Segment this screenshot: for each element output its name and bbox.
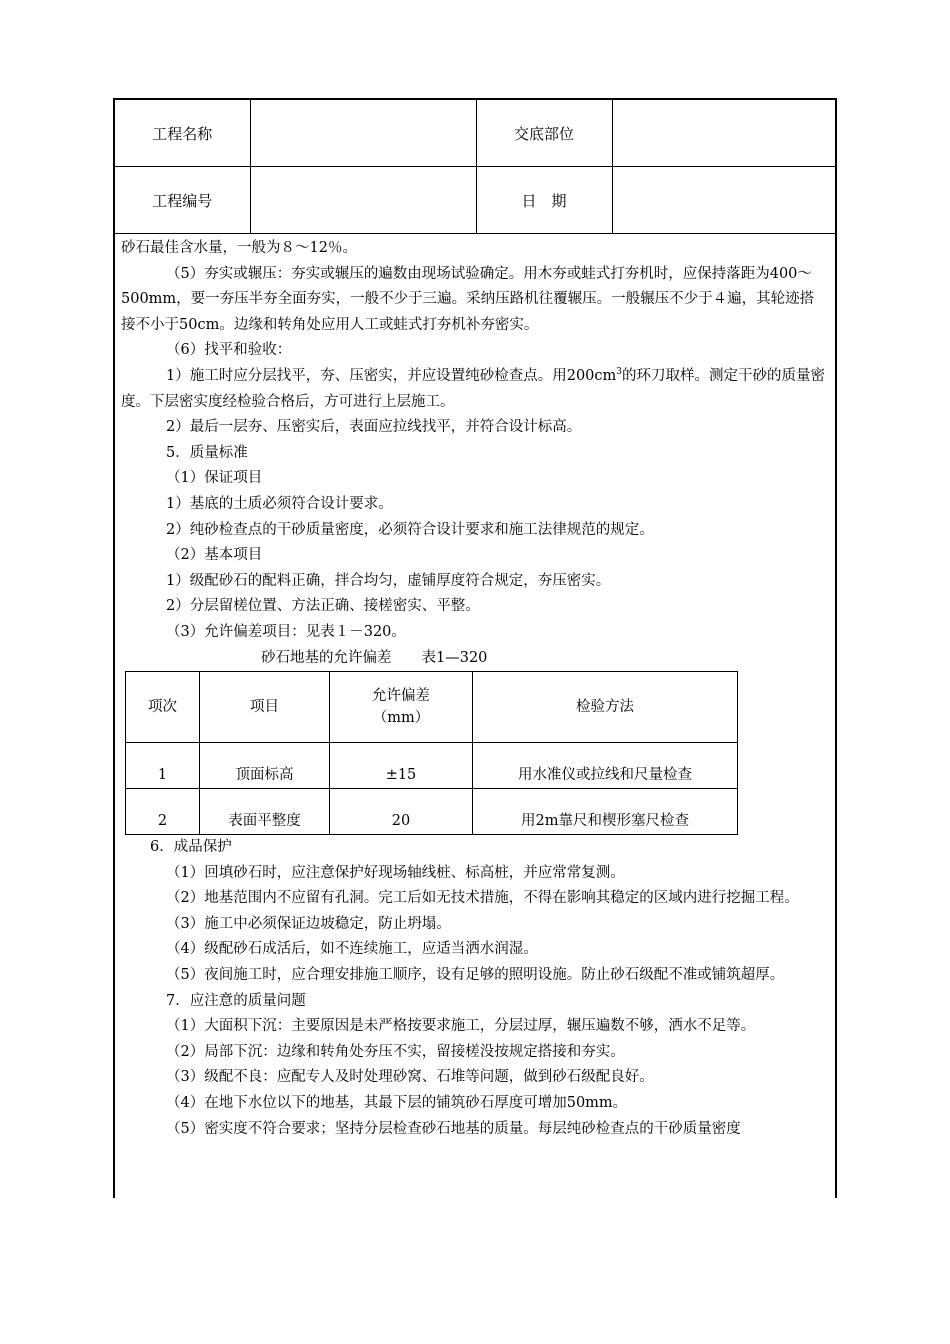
handover-part-label: 交底部位 xyxy=(476,100,612,167)
table-row xyxy=(126,789,738,835)
cell-item: 表面平整度 xyxy=(200,789,330,835)
col-header-tolerance-line2: （mm） xyxy=(372,710,430,727)
paragraph xyxy=(121,364,827,415)
date-value xyxy=(612,167,835,234)
project-name-value xyxy=(250,100,476,167)
header-row-2 xyxy=(115,167,835,234)
paragraph: 1）级配砂石的配料正确，拌合均匀，虚铺厚度符合规定，夯压密实。 xyxy=(166,572,611,589)
paragraph: （5）密实度不符合要求；坚持分层检查砂石地基的质量。每层纯砂检查点的干砂质量密度 xyxy=(166,1120,741,1137)
paragraph: 砂石最佳含水量，一般为８～12％。 xyxy=(121,240,357,256)
paragraph: （3）施工中必须保证边坡稳定，防止坍塌。 xyxy=(166,915,451,932)
cell-no: 2 xyxy=(126,789,200,835)
cell-method: 用2m靠尺和楔形塞尺检查 xyxy=(473,789,738,835)
table-caption xyxy=(121,646,827,672)
handover-part-value xyxy=(612,100,835,167)
superscript: 3 xyxy=(616,367,623,378)
cell-tolerance: ±15 xyxy=(330,743,473,789)
col-header-method: 检验方法 xyxy=(473,672,738,743)
paragraph: （2）基本项目 xyxy=(166,547,263,564)
paragraph: （5）夯实或辗压：夯实或辗压的遍数由现场试验确定。用木夯或蛙式打夯机时，应保持落距为400～500mm，要一夯压半夯全面夯实，一般不少于三遍。采纳压路机往覆辗压。一般辗压不少于４遍，其轮迹搭接不小于50cm。边缘和转角处应用人工或蛙式打夯机补夯密实。 xyxy=(121,265,815,333)
paragraph: 1）基底的土质必须符合设计要求。 xyxy=(166,495,393,512)
paragraph: （5）夜间施工时，应合理安排施工顺序，设有足够的照明设施。防止砂石级配不准或铺筑超厚。 xyxy=(166,967,785,984)
cell-tolerance: 20 xyxy=(330,789,473,835)
cell-no: 1 xyxy=(126,743,200,789)
table-caption-number: 表1—320 xyxy=(421,649,488,666)
header-table xyxy=(115,100,835,234)
col-header-tolerance-line1: 允许偏差 xyxy=(372,688,430,705)
paragraph: （3）允许偏差项目：见表１－320。 xyxy=(166,623,406,640)
project-name-label: 工程名称 xyxy=(115,100,250,167)
date-label: 日 期 xyxy=(476,167,612,234)
paragraph: （4）级配砂石成活后，如不连续施工，应适当洒水润湿。 xyxy=(166,941,538,958)
col-header-no: 项次 xyxy=(126,672,200,743)
paragraph: （2）局部下沉：边缘和转角处夯压不实，留接槎没按规定搭接和夯实。 xyxy=(166,1043,625,1060)
col-header-tolerance xyxy=(330,672,473,743)
paragraph: （1）大面积下沉：主要原因是未严格按要求施工，分层过厚，辗压遍数不够，洒水不足等。 xyxy=(166,1018,756,1035)
paragraph: （2）地基范围内不应留有孔洞。完工后如无技术措施，不得在影响其稳定的区域内进行挖掘工程。 xyxy=(166,890,799,907)
table-caption-title: 砂石地基的允许偏差 xyxy=(261,649,392,666)
project-no-label: 工程编号 xyxy=(115,167,250,234)
header-row-1 xyxy=(115,100,835,167)
table-row xyxy=(126,743,738,789)
deviation-table xyxy=(125,671,738,835)
text-span: 的环刀取样。测定干砂的质量密度。下层密实度经检验合格后，方可进行上层施工。 xyxy=(121,367,826,410)
paragraph: （1）回填砂石时，应注意保护好现场轴线桩、标高桩，并应常常复测。 xyxy=(166,864,625,881)
paragraph: （6）找平和验收： xyxy=(166,342,292,359)
paragraph: 2）纯砂检查点的干砂质量密度，必须符合设计要求和施工法律规范的规定。 xyxy=(166,521,654,538)
project-no-value xyxy=(250,167,476,234)
paragraph: 2）最后一层夯、压密实后，表面应拉线找平，并符合设计标高。 xyxy=(166,419,582,436)
section-heading: 7．应注意的质量问题 xyxy=(166,992,306,1009)
section-heading: 6．成品保护 xyxy=(150,839,232,856)
col-header-item: 项目 xyxy=(200,672,330,743)
deviation-table-header xyxy=(126,672,738,743)
paragraph: 2）分层留槎位置、方法正确、接槎密实、平整。 xyxy=(166,598,480,615)
section-heading: 5．质量标准 xyxy=(166,444,248,461)
paragraph: （3）级配不良：应配专人及时处理砂窝、石堆等问题，做到砂石级配良好。 xyxy=(166,1069,654,1086)
paragraph: （4）在地下水位以下的地基，其最下层的铺筑砂石厚度可增加50mm。 xyxy=(166,1095,628,1112)
paragraph: （1）保证项目 xyxy=(166,470,263,487)
body-text xyxy=(121,236,827,1142)
document-frame xyxy=(113,98,837,1198)
cell-method: 用水准仪或拉线和尺量检查 xyxy=(473,743,738,789)
text-span: 1）施工时应分层找平，夯、压密实，并应设置纯砂检查点。用200cm xyxy=(166,367,617,384)
cell-item: 顶面标高 xyxy=(200,743,330,789)
